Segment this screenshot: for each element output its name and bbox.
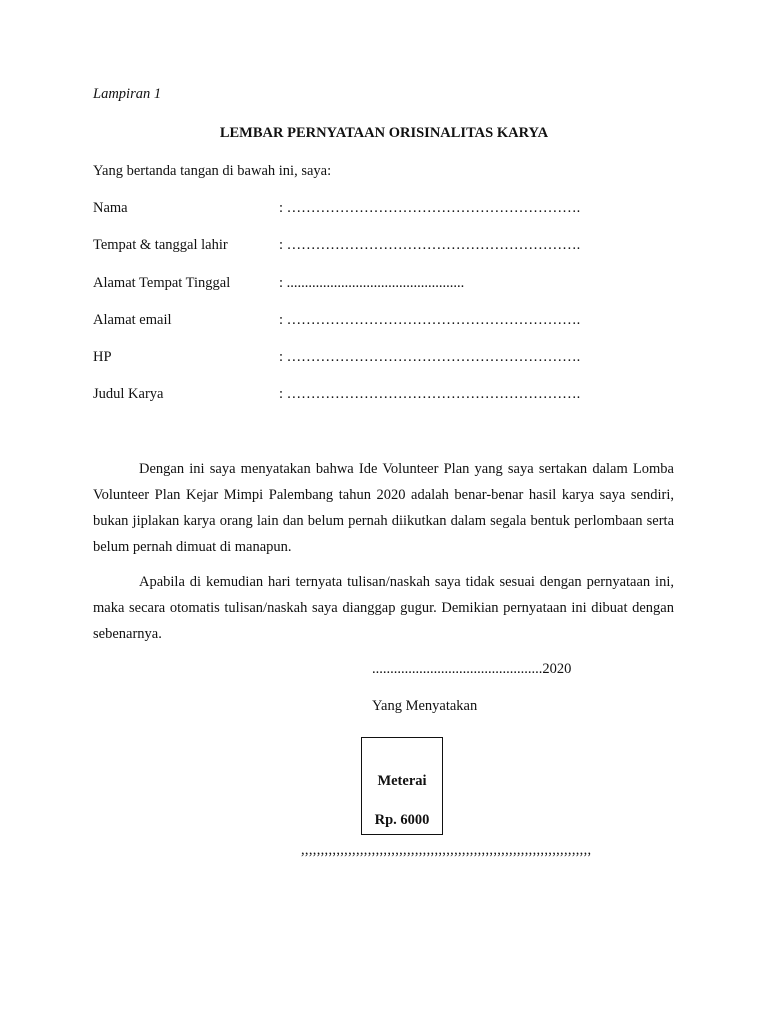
field-label-alamat-tempat-tinggal: Alamat Tempat Tinggal xyxy=(93,275,231,291)
field-label-tempat-tanggal-lahir: Tempat & tanggal lahir xyxy=(93,237,228,253)
date-line: ...............................................2020 xyxy=(372,661,572,677)
stamp-amount: Rp. 6000 xyxy=(374,812,430,828)
field-value-nama: : ……………………………………………………. xyxy=(279,200,581,216)
document-title: LEMBAR PERNYATAAN ORISINALITAS KARYA xyxy=(219,125,549,141)
field-value-alamat-email: : ……………………………………………………. xyxy=(279,312,581,328)
field-label-alamat-email: Alamat email xyxy=(93,312,172,328)
stamp-label: Meterai xyxy=(377,773,427,789)
stamp-box xyxy=(361,737,443,835)
field-value-tempat-tanggal-lahir: : ……………………………………………………. xyxy=(279,237,581,253)
intro-text: Yang bertanda tangan di bawah ini, saya: xyxy=(93,163,332,179)
field-label-nama: Nama xyxy=(93,200,128,216)
statement-paragraph-1: Dengan ini saya menyatakan bahwa Ide Volunteer Plan yang saya sertakan dalam Lomba Volunteer Plan Kejar Mimpi Palembang tahun 2020 adalah benar-benar hasil karya saya sendiri, bukan jiplakan karya orang lain dan belum pernah diikutkan dalam segala bentuk perlombaan serta belum pernah dimuat di manapun. xyxy=(93,461,674,555)
signer-label: Yang Menyatakan xyxy=(372,698,478,714)
field-value-alamat-tempat-tinggal: : ................................................. xyxy=(279,275,465,291)
signature-name-line: ,,,,,,,,,,,,,,,,,,,,,,,,,,,,,,,,,,,,,,,,,,,,,,,,,,,,,,,,,,,,,,,,,,,,,,,,,, xyxy=(301,842,592,858)
field-value-judul-karya: : ……………………………………………………. xyxy=(279,386,581,402)
field-label-judul-karya: Judul Karya xyxy=(93,386,164,402)
statement-paragraph-2: Apabila di kemudian hari ternyata tulisan/naskah saya tidak sesuai dengan pernyataan ini, maka secara otomatis tulisan/naskah saya dianggap gugur. Demikian pernyataan ini dibuat dengan sebenarnya. xyxy=(93,574,674,642)
attachment-label: Lampiran 1 xyxy=(93,86,162,102)
field-label-hp: HP xyxy=(93,349,112,365)
field-value-hp: : ……………………………………………………. xyxy=(279,349,581,365)
